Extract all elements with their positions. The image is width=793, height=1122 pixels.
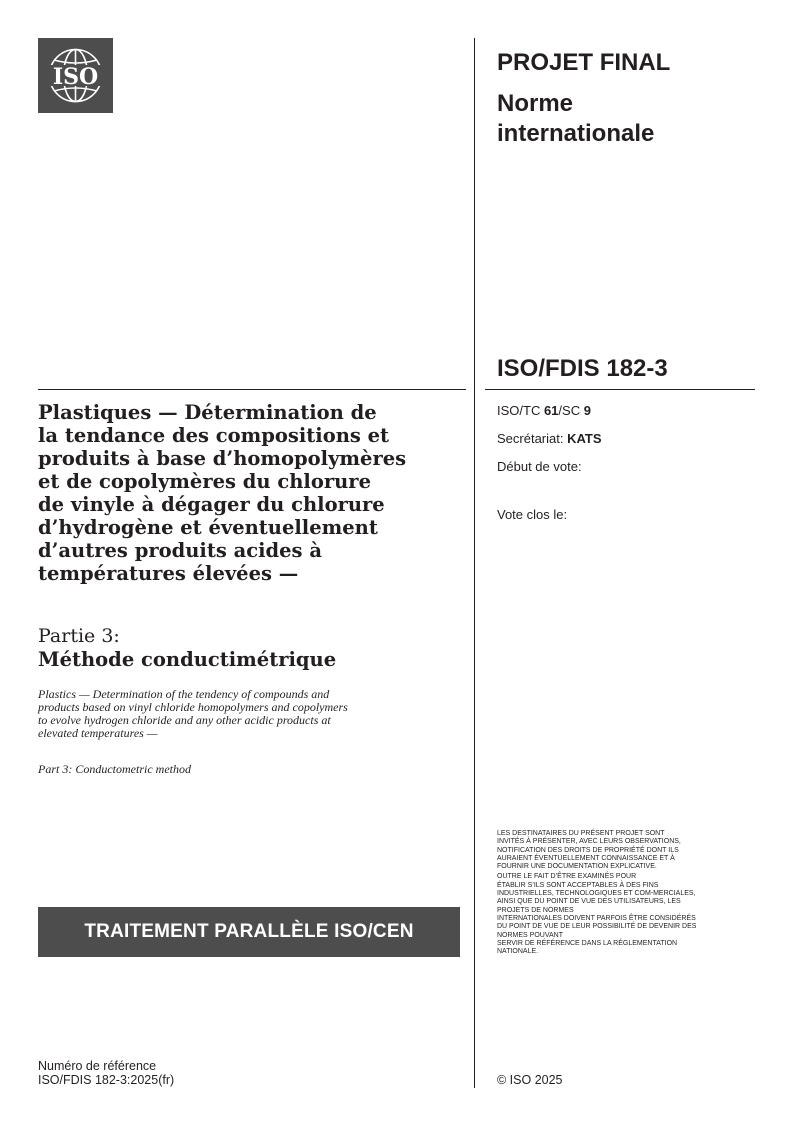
disclaimer-line: NOTIFICATION DES DROITS DE PROPRIÉTÉ DONT ILS bbox=[497, 846, 679, 854]
part-title: Méthode conductimétrique bbox=[38, 648, 337, 671]
iso-logo bbox=[38, 38, 113, 113]
document-number: ISO/FDIS 182-3 bbox=[497, 355, 668, 382]
vote-end-label: Vote clos le: bbox=[497, 507, 568, 522]
document-status: PROJET FINAL bbox=[497, 49, 671, 76]
disclaimer-line: PROJETS DE NORMES bbox=[497, 906, 574, 914]
vertical-divider bbox=[474, 38, 475, 1088]
title-fr-line: la tendance des compositions et bbox=[38, 424, 390, 447]
committee-prefix: ISO/TC bbox=[497, 403, 544, 418]
disclaimer-line: LES DESTINATAIRES DU PRÉSENT PROJET SONT bbox=[497, 830, 665, 837]
disclaimer-line: ÉTABLIR S’ILS SONT ACCEPTABLES À DES FINS bbox=[497, 881, 659, 889]
copyright: © ISO 2025 bbox=[497, 1073, 563, 1087]
disclaimer-line: INVITÉS À PRÉSENTER, AVEC LEURS OBSERVATIONS, bbox=[497, 838, 681, 846]
disclaimer-line: FOURNIR UNE DOCUMENTATION EXPLICATIVE. bbox=[497, 863, 657, 871]
disclaimer-para-1 bbox=[497, 830, 759, 871]
title-en-line: elevated temperatures — bbox=[38, 726, 158, 740]
disclaimer-line: AINSI QUE DU POINT DE VUE DES UTILISATEURS, LES bbox=[497, 898, 681, 906]
secretariat-label: Secrétariat: bbox=[497, 431, 568, 446]
title-en-line: to evolve hydrogen chloride and any other acidic products at bbox=[38, 713, 331, 727]
reference-label: Numéro de référence bbox=[38, 1059, 157, 1073]
title-fr-line: produits à base d’homopolymères bbox=[38, 447, 407, 470]
disclaimer-line: NORMES POUVANT bbox=[497, 931, 563, 939]
title-fr-line: d’autres produits acides à bbox=[38, 539, 322, 562]
title-en-line: products based on vinyl chloride homopolymers and copolymers bbox=[38, 700, 348, 714]
secretariat-line bbox=[497, 431, 602, 447]
title-english bbox=[38, 688, 458, 740]
horizontal-divider-left bbox=[38, 389, 466, 390]
disclaimer-para-2 bbox=[497, 873, 759, 956]
sc-prefix: /SC bbox=[558, 403, 584, 418]
disclaimer-line: INDUSTRIELLES, TECHNOLOGIQUES ET COM-MERCIALES, bbox=[497, 890, 696, 898]
tc-number: 61 bbox=[543, 403, 559, 418]
disclaimer-line: OUTRE LE FAIT D’ÊTRE EXAMINÉS POUR bbox=[497, 873, 637, 881]
iso-globe-icon bbox=[38, 38, 113, 113]
title-fr-line: températures élevées — bbox=[38, 562, 299, 585]
document-type-line2: internationale bbox=[497, 120, 655, 147]
title-french bbox=[38, 401, 458, 585]
disclaimer-line: NATIONALE. bbox=[497, 948, 539, 956]
title-fr-line: d’hydrogène et éventuellement bbox=[38, 516, 378, 539]
disclaimer-line: SERVIR DE RÉFÉRENCE DANS LA RÉGLEMENTATION bbox=[497, 939, 678, 947]
part-label: Partie 3: bbox=[38, 625, 120, 647]
sc-number: 9 bbox=[583, 403, 591, 418]
document-type bbox=[497, 89, 767, 149]
disclaimer-line: INTERNATIONALES DOIVENT PARFOIS ÊTRE CONSIDÉRÉS bbox=[497, 914, 696, 922]
disclaimer-line: AURAIENT ÉVENTUELLEMENT CONNAISSANCE ET À bbox=[497, 854, 675, 862]
iso-logo-text: ISO bbox=[52, 64, 99, 90]
title-fr-line: de vinyle à dégager du chlorure bbox=[38, 493, 385, 516]
title-en-line: Plastics — Determination of the tendency of compounds and bbox=[38, 687, 330, 701]
reference-number: ISO/FDIS 182-3:2025(fr) bbox=[38, 1073, 175, 1087]
title-fr-line: Plastiques — Détermination de bbox=[38, 401, 377, 424]
vote-start-label: Début de vote: bbox=[497, 459, 582, 474]
title-fr-line: et de copolymères du chlorure bbox=[38, 470, 371, 493]
horizontal-divider-right bbox=[485, 389, 755, 390]
disclaimer bbox=[497, 830, 759, 958]
secretariat-value: KATS bbox=[567, 431, 602, 446]
disclaimer-line: DU POINT DE VUE DE LEUR POSSIBILITÉ DE DEVENIR DES bbox=[497, 923, 697, 931]
part-english: Part 3: Conductometric method bbox=[38, 762, 191, 776]
committee-line bbox=[497, 403, 591, 419]
document-type-line1: Norme bbox=[497, 90, 574, 117]
parallel-processing-banner: TRAITEMENT PARALLÈLE ISO/CEN bbox=[38, 907, 460, 957]
